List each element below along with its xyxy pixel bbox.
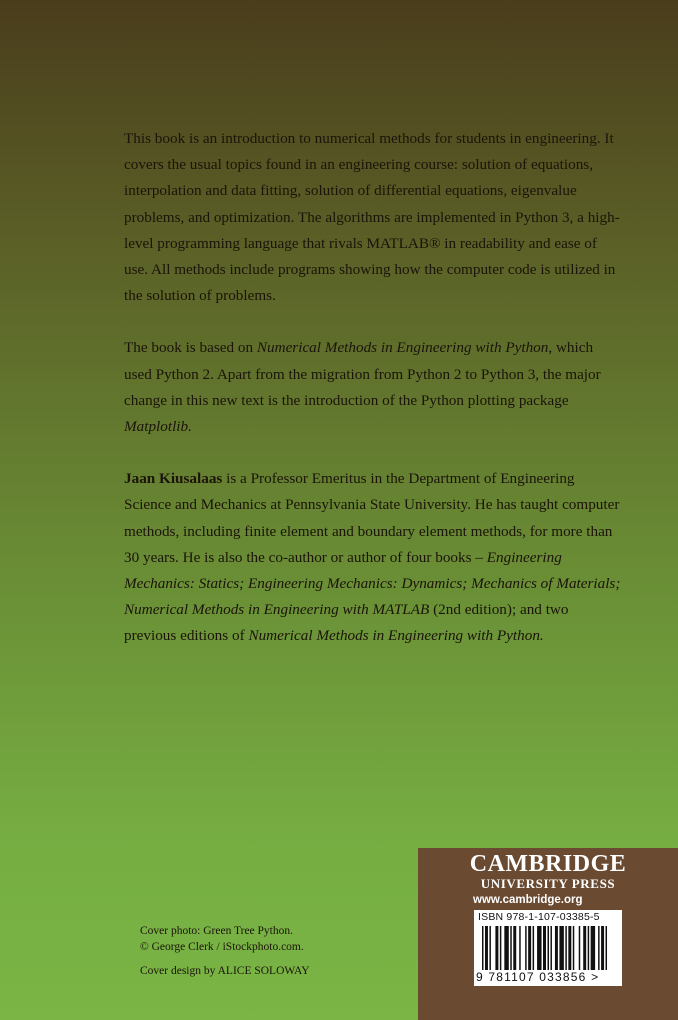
barcode-bar bbox=[547, 926, 548, 970]
publisher-subname: UNIVERSITY PRESS bbox=[480, 876, 616, 891]
barcode-bar bbox=[555, 926, 558, 970]
p3-text-b: (2nd edition); and two previous editions of bbox=[124, 601, 569, 645]
barcode-bar bbox=[606, 926, 607, 970]
publisher-name: CAMBRIDGE bbox=[469, 851, 627, 877]
barcode-bar bbox=[601, 926, 604, 970]
barcode-bar bbox=[568, 926, 571, 970]
barcode-bar bbox=[573, 926, 574, 970]
design-credit: Cover design by ALICE SOLOWAY bbox=[140, 965, 310, 977]
blurb-paragraph-1: This book is an introduction to numerical methods for students in engineering. It covers the usual topics found in an engineering course: solution of equations, interpolation and data fitting, solution of differential equations, eigenvalue problems, and optimization. The algorithms are implemented in Python 3, a high-level programming language that rivals MATLAB® in readability and ease of use. All methods include programs showing how the computer code is utilized in the solution of problems. bbox=[124, 130, 620, 305]
p2-text-b: which used Python 2. Apart from the migration from Python 2 to Python 3, the major change in this new text is the introduction of the Python plotting package bbox=[124, 339, 601, 409]
barcode-bar bbox=[510, 926, 511, 970]
barcode-bar bbox=[485, 926, 488, 970]
blurb bbox=[124, 126, 624, 650]
barcode-bar bbox=[583, 926, 586, 970]
isbn-barcode-box bbox=[474, 910, 622, 986]
photo-credit-line-1: Cover photo: Green Tree Python. bbox=[140, 925, 294, 937]
publisher-url: www.cambridge.org bbox=[473, 894, 583, 906]
p3-book-title: Numerical Methods in Engineering with Python. bbox=[248, 627, 544, 645]
author-name: Jaan Kiusalaas bbox=[124, 470, 223, 488]
blurb-paragraph-3 bbox=[124, 466, 624, 649]
cover-credits bbox=[140, 924, 390, 980]
p2-book-title: Numerical Methods in Engineering with Python, bbox=[256, 339, 553, 357]
barcode-bar bbox=[528, 926, 531, 970]
barcode-bar bbox=[533, 926, 534, 970]
barcode-bar bbox=[495, 926, 498, 970]
barcode-bar bbox=[543, 926, 546, 970]
barcode-bar bbox=[588, 926, 589, 970]
barcode-bar bbox=[591, 926, 595, 970]
barcode-bar bbox=[579, 926, 580, 970]
isbn-label: ISBN 978-1-107-03385-5 bbox=[478, 911, 600, 923]
publisher-panel bbox=[418, 848, 678, 1020]
barcode-digits: 9 781107 033856 > bbox=[476, 970, 600, 984]
blurb-paragraph-2 bbox=[124, 335, 624, 440]
barcode-bar bbox=[598, 926, 599, 970]
p2-package-name: Matplotlib. bbox=[124, 418, 192, 436]
photo-credit-line-2: © George Clerk / iStockphoto.com. bbox=[140, 940, 304, 953]
barcode-bar bbox=[504, 926, 508, 970]
barcode-bar bbox=[519, 926, 520, 970]
p3-text-a: is a Professor Emeritus in the Department of Engineering Science and Mechanics at Pennsylvania State University. He has taught computer methods, including finite element and boundary element methods, for more than 30 years. He is also the co-author or author of four books – bbox=[124, 470, 620, 566]
p2-text-a: The book is based on bbox=[124, 339, 257, 357]
barcode-bar bbox=[482, 926, 483, 970]
barcode-bar bbox=[537, 926, 541, 970]
barcode-bar bbox=[489, 926, 490, 970]
barcode-bar bbox=[525, 926, 526, 970]
barcode-bar bbox=[550, 926, 551, 970]
barcode bbox=[482, 926, 610, 970]
p3-book-list: Engineering Mechanics: Statics; Engineering Mechanics: Dynamics; Mechanics of Materials; Numerical Methods in Engineering with MATLAB bbox=[124, 548, 621, 619]
barcode-bar bbox=[559, 926, 563, 970]
barcode-bar bbox=[565, 926, 566, 970]
barcode-bar bbox=[500, 926, 501, 970]
barcode-bar bbox=[513, 926, 516, 970]
